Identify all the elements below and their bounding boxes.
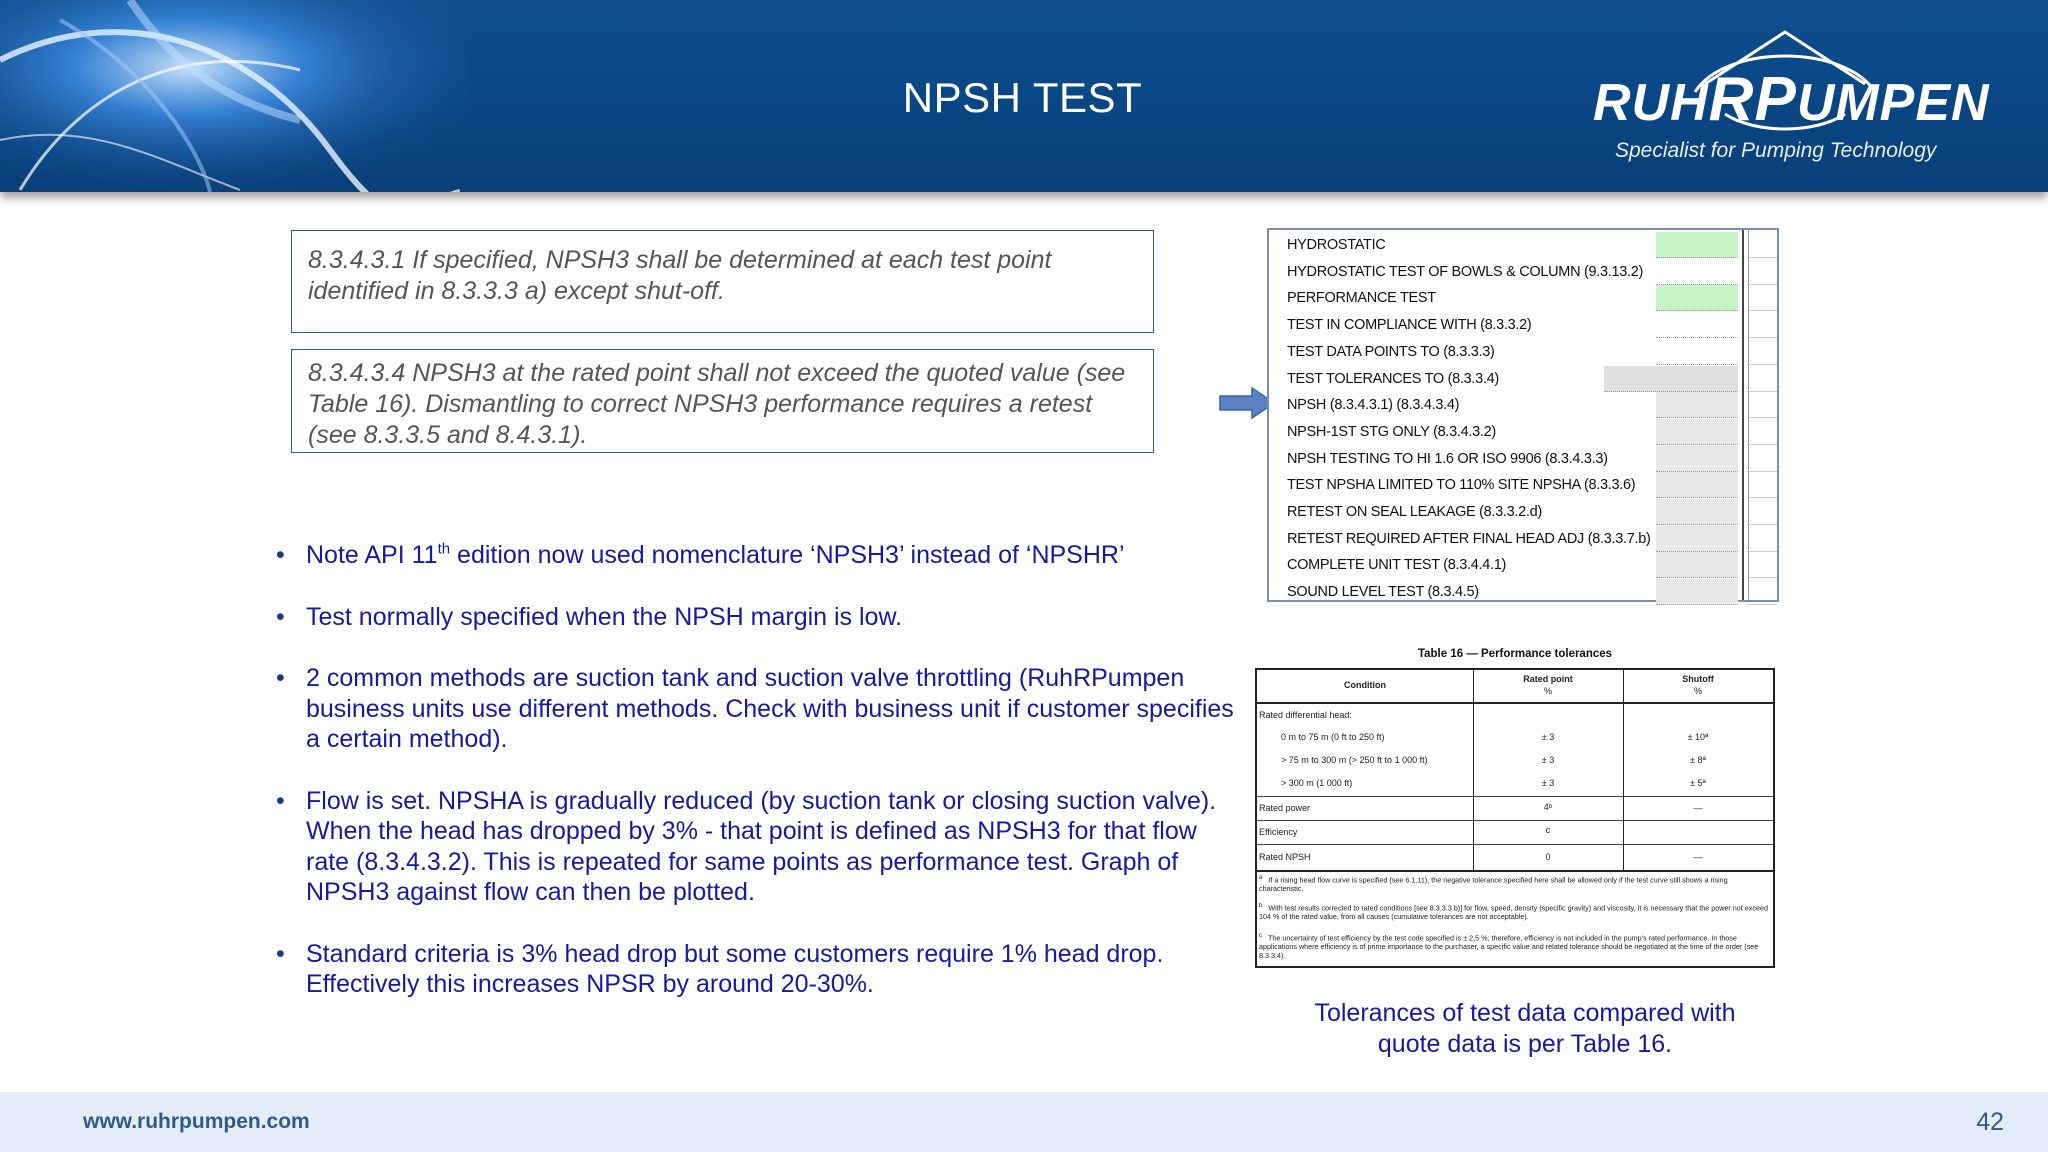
- page-title: NPSH TEST: [902, 74, 1143, 121]
- checklist-item: NPSH-1ST STG ONLY (8.3.4.3.2): [1287, 423, 1496, 440]
- footnote-a: $^a$ If a rising head flow curve is specified (see 6.1.11), the negative tolerance specified here shall be allowed only if the test curve still shows a rising characteristic.: [1259, 875, 1728, 894]
- footnote-b: $^b$ With test results corrected to rated conditions [see 8.3.3.3 b)] for flow, speed, density (specific gravity) and viscosity, it is necessary that the power not exceed 104 % of the rated value, from all causes (cumulative tolerances are not acceptable).: [1259, 903, 1768, 922]
- header-banner: [0, 0, 2048, 192]
- row-rated: ± 3: [1541, 732, 1555, 742]
- bullet-list: [276, 540, 1246, 1031]
- row-shutoff: ± 8ª: [1690, 755, 1706, 765]
- row-label: Efficiency: [1259, 827, 1298, 837]
- spec-quote-2: 8.3.4.3.4 NPSH3 at the rated point shall not exceed the quoted value (see Table 16). Dismantling to correct NPSH3 performance requires a retest (see 8.3.3.5 and 8.4.3.1).: [291, 349, 1154, 453]
- company-logo: [1585, 24, 2015, 174]
- spec-quote-1: 8.3.4.3.1 If specified, NPSH3 shall be determined at each test point identified in 8.3.3.3 a) except shut-off.: [291, 230, 1154, 333]
- row-label: Rated power: [1259, 803, 1311, 813]
- decorative-swirl: [0, 0, 470, 192]
- footer: [0, 1092, 2048, 1152]
- checklist-item: COMPLETE UNIT TEST (8.3.4.4.1): [1287, 557, 1507, 574]
- bullet-item: • Test normally specified when the NPSH margin is low.: [276, 602, 1246, 633]
- logo-tagline: Specialist for Pumping Technology: [1615, 139, 1937, 162]
- page-number: 42: [1976, 1108, 2004, 1136]
- row-shutoff: —: [1693, 803, 1703, 813]
- checklist-item: NPSH (8.3.4.3.1) (8.3.4.3.4): [1287, 397, 1460, 414]
- test-checklist: [1267, 228, 1779, 602]
- col-header-rated: Rated point: [1523, 674, 1573, 684]
- row-label: 0 m to 75 m (0 ft to 250 ft): [1281, 732, 1385, 742]
- row-rated: 0: [1545, 852, 1551, 862]
- bullet-item: • Standard criteria is 3% head drop but some customers require 1% head drop. Effectively this increases NPSR by around 20-30%.: [276, 939, 1246, 1000]
- checklist-item: NPSH TESTING TO HI 1.6 OR ISO 9906 (8.3.4.3.3): [1287, 450, 1608, 467]
- table-caption: Tolerances of test data compared with quote data is per Table 16.: [1314, 999, 1736, 1058]
- checklist-item: SOUND LEVEL TEST (8.3.4.5): [1287, 584, 1479, 601]
- row-shutoff: ± 5ª: [1690, 778, 1706, 788]
- logo-wordmark: RUHRPUMPEN: [1593, 65, 1990, 134]
- row-rated: ± 3: [1541, 755, 1555, 765]
- checklist-item: PERFORMANCE TEST: [1287, 290, 1436, 307]
- checklist-item: TEST IN COMPLIANCE WITH (8.3.3.2): [1287, 317, 1532, 334]
- row-shutoff: ± 10ª: [1687, 732, 1709, 742]
- checklist-item: TEST TOLERANCES TO (8.3.3.4): [1287, 370, 1499, 387]
- col-unit-rated: %: [1543, 686, 1552, 696]
- row-label: > 75 m to 300 m (> 250 ft to 1 000 ft): [1281, 755, 1428, 765]
- row-label: Rated NPSH: [1259, 852, 1311, 862]
- bullet-item: • Note API 11th edition now used nomenclature ‘NPSH3’ instead of ‘NPSHR’: [276, 540, 1246, 571]
- row-shutoff: —: [1693, 852, 1703, 862]
- checklist-item: RETEST REQUIRED AFTER FINAL HEAD ADJ (8.3.3.7.b): [1287, 530, 1651, 547]
- row-label: > 300 m (1 000 ft): [1281, 778, 1353, 788]
- checklist-item: HYDROSTATIC: [1287, 237, 1386, 253]
- row-rated: ± 3: [1541, 778, 1555, 788]
- bullet-item: • 2 common methods are suction tank and suction valve throttling (RuhRPumpen business units use different methods. Check with business unit if customer specifies a certain method).: [276, 663, 1246, 755]
- checklist-item: RETEST ON SEAL LEAKAGE (8.3.3.2.d): [1287, 504, 1542, 520]
- row-group-label: Rated differential head:: [1259, 710, 1352, 720]
- checklist-item: TEST NPSHA LIMITED TO 110% SITE NPSHA (8.3.3.6): [1287, 477, 1636, 494]
- checklist-item: HYDROSTATIC TEST OF BOWLS & COLUMN (9.3.13.2): [1287, 263, 1644, 280]
- footnote-c: $^c$ The uncertainty of test efficiency by the test code specified is ± 2,5 %; therefore, efficiency is not included in the pump's rated performance. In those applications where efficiency is of prime importance to the purchaser, a specific value and related tolerance should be negotiated at the time of the order (see 8.3.3.4).: [1259, 933, 1759, 961]
- table-title: Table 16 — Performance tolerances: [1417, 648, 1613, 660]
- footer-url[interactable]: www.ruhrpumpen.com: [83, 1110, 310, 1133]
- row-rated: 4ᵇ: [1543, 802, 1553, 812]
- performance-tolerance-table: [1255, 668, 1775, 968]
- col-unit-shutoff: %: [1693, 686, 1702, 696]
- col-header-shutoff: Shutoff: [1682, 674, 1714, 684]
- bullet-item: • Flow is set. NPSHA is gradually reduced (by suction tank or closing suction valve). When the head has dropped by 3% - that point is defined as NPSH3 for that flow rate (8.3.4.3.2). This is repeated for same points as performance test. Graph of NPSH3 against flow can then be plotted.: [276, 786, 1246, 908]
- checklist-item: TEST DATA POINTS TO (8.3.3.3): [1287, 343, 1495, 360]
- row-rated: c: [1545, 825, 1551, 835]
- col-header-condition: Condition: [1344, 680, 1386, 690]
